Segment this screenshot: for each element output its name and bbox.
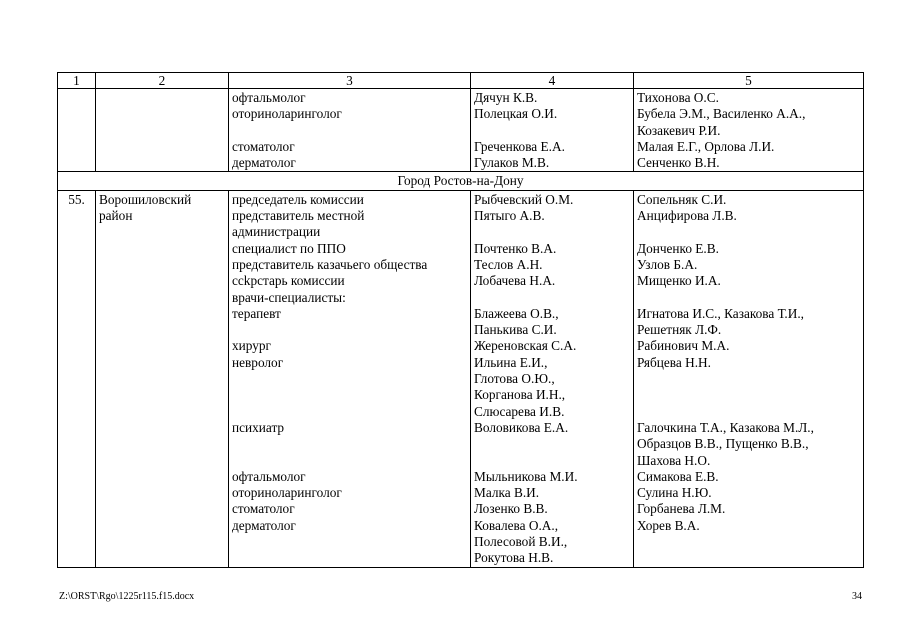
cell-district	[96, 190, 229, 567]
cell-line: Ковалева О.А.,	[474, 517, 559, 533]
cell-line: Рабинович М.А.	[637, 338, 730, 354]
header-col-4: 4	[471, 73, 634, 89]
cell-line	[637, 534, 860, 550]
cell-line: хирург	[232, 338, 271, 354]
cell-line: Анцифирова Л.В.	[637, 208, 737, 224]
cell-line: Галочкина Т.А., Казакова М.Л.,	[637, 419, 814, 435]
cell-line: Хорев В.А.	[637, 517, 700, 533]
cell-line	[474, 224, 630, 240]
header-col-3: 3	[229, 73, 471, 89]
table-row-continuation	[58, 89, 864, 172]
cell-line	[474, 123, 630, 139]
cell-line: Рыбчевский О.М.	[474, 191, 574, 207]
cell-line	[232, 387, 467, 403]
cell-line: офтальмолог	[232, 468, 306, 484]
cell-line: Шахова Н.О.	[637, 452, 711, 468]
cell-line: Игнатова И.С., Казакова Т.И.,	[637, 305, 804, 321]
cell-line: врачи-специалисты:	[232, 289, 346, 305]
cell-line	[232, 436, 467, 452]
cell-line: Горбанева Л.М.	[637, 501, 726, 517]
header-col-2: 2	[96, 73, 229, 89]
cell-line: Теслов А.Н.	[474, 256, 543, 272]
cell-line: невролог	[232, 354, 284, 370]
cell-line: специалист по ППО	[232, 240, 346, 256]
cell-line	[474, 290, 630, 306]
cell-member	[471, 190, 634, 567]
cell-line: Панькива С.И.	[474, 322, 557, 338]
cell-line	[232, 371, 467, 387]
cell-line: Рябцева Н.Н.	[637, 354, 711, 370]
cell-line: Воловикова Е.А.	[474, 419, 569, 435]
cell-line: Мыльникова М.И.	[474, 468, 578, 484]
cell-line: Узлов Б.А.	[637, 256, 698, 272]
cell-line: Дячун К.В.	[474, 90, 538, 105]
cell-line: Полецкая О.И.	[474, 106, 558, 122]
cell-line: ссkрстарь комиссии	[232, 273, 345, 289]
cell-line	[232, 550, 467, 566]
cell-line: Донченко Е.В.	[637, 240, 719, 256]
cell-number	[58, 89, 96, 172]
row-number: 55.	[58, 190, 96, 567]
cell-line: Лобачева Н.А.	[474, 273, 556, 289]
cell-member	[471, 89, 634, 172]
cell-line: Жереновская С.А.	[474, 338, 577, 354]
cell-line: стоматолог	[232, 501, 295, 517]
cell-line: Ильина Е.И.,	[474, 354, 548, 370]
cell-line: администрации	[232, 224, 321, 240]
cell-line: Пятыго А.В.	[474, 208, 545, 224]
cell-line: терапевт	[232, 305, 281, 321]
cell-line: председатель комиссии	[232, 191, 364, 207]
cell-line	[232, 453, 467, 469]
header-row	[58, 73, 864, 89]
cell-line: Образцов В.В., Пущенко В.В.,	[637, 436, 809, 452]
cell-line: Глотова О.Ю.,	[474, 371, 555, 387]
cell-line: Бубела Э.М., Василенко А.А.,	[637, 106, 806, 122]
cell-line: Почтенко В.А.	[474, 240, 557, 256]
cell-line: Решетняк Л.Ф.	[637, 322, 722, 338]
cell-line: Сопельняк С.И.	[637, 191, 727, 207]
cell-reserve	[634, 190, 864, 567]
cell-line	[637, 290, 860, 306]
cell-line	[637, 387, 860, 403]
cell-line: Греченкова Е.А.	[474, 138, 565, 154]
document-table	[57, 72, 864, 568]
header-col-1: 1	[58, 73, 96, 89]
header-col-5: 5	[634, 73, 864, 89]
cell-district	[96, 89, 229, 172]
cell-line: офтальмолог	[232, 90, 306, 105]
cell-line	[232, 404, 467, 420]
cell-line: стоматолог	[232, 138, 295, 154]
cell-line	[474, 453, 630, 469]
cell-role	[229, 89, 471, 172]
cell-line: дерматолог	[232, 155, 296, 171]
city-heading: Город Ростов-на-Дону	[58, 172, 864, 190]
cell-line: Симакова Е.В.	[637, 468, 719, 484]
table-row-55	[58, 190, 864, 567]
cell-line: Слюсарева И.В.	[474, 403, 565, 419]
cell-line	[232, 123, 467, 139]
cell-line: Блажеева О.В.,	[474, 305, 559, 321]
cell-line	[637, 404, 860, 420]
cell-reserve	[634, 89, 864, 172]
cell-line: дерматолог	[232, 517, 296, 533]
footer-file-path: Z:\ORST\Rgo\1225r115.f15.docx	[59, 591, 195, 602]
cell-line: Козакевич Р.И.	[637, 122, 721, 138]
cell-line: Полесовой В.И.,	[474, 534, 568, 550]
cell-line	[637, 371, 860, 387]
cell-line: Сулина Н.Ю.	[637, 485, 712, 501]
table-row-city	[58, 172, 864, 190]
cell-line	[637, 224, 860, 240]
cell-line: Ворошиловский	[99, 191, 192, 207]
cell-line: оториноларинголог	[232, 485, 342, 501]
cell-line	[232, 322, 467, 338]
cell-line: Тихонова О.С.	[637, 90, 719, 105]
cell-line: Малая Е.Г., Орлова Л.И.	[637, 138, 775, 154]
footer-page-number: 34	[852, 591, 862, 602]
cell-line: Корганова И.Н.,	[474, 387, 566, 403]
cell-line: представитель местной	[232, 208, 365, 224]
cell-line: Гулаков М.В.	[474, 155, 550, 171]
cell-line: Малка В.И.	[474, 485, 540, 501]
cell-line: Рокутова Н.В.	[474, 550, 554, 566]
cell-line: Лозенко В.В.	[474, 501, 548, 517]
cell-line: Сенченко В.Н.	[637, 155, 720, 171]
cell-line: оториноларинголог	[232, 106, 342, 122]
cell-line: представитель казачьего общества	[232, 256, 428, 272]
cell-line	[474, 436, 630, 452]
cell-role	[229, 190, 471, 567]
cell-line	[637, 550, 860, 566]
cell-line: психиатр	[232, 419, 285, 435]
cell-line: район	[99, 208, 133, 224]
cell-line	[232, 534, 467, 550]
cell-line: Мищенко И.А.	[637, 273, 721, 289]
